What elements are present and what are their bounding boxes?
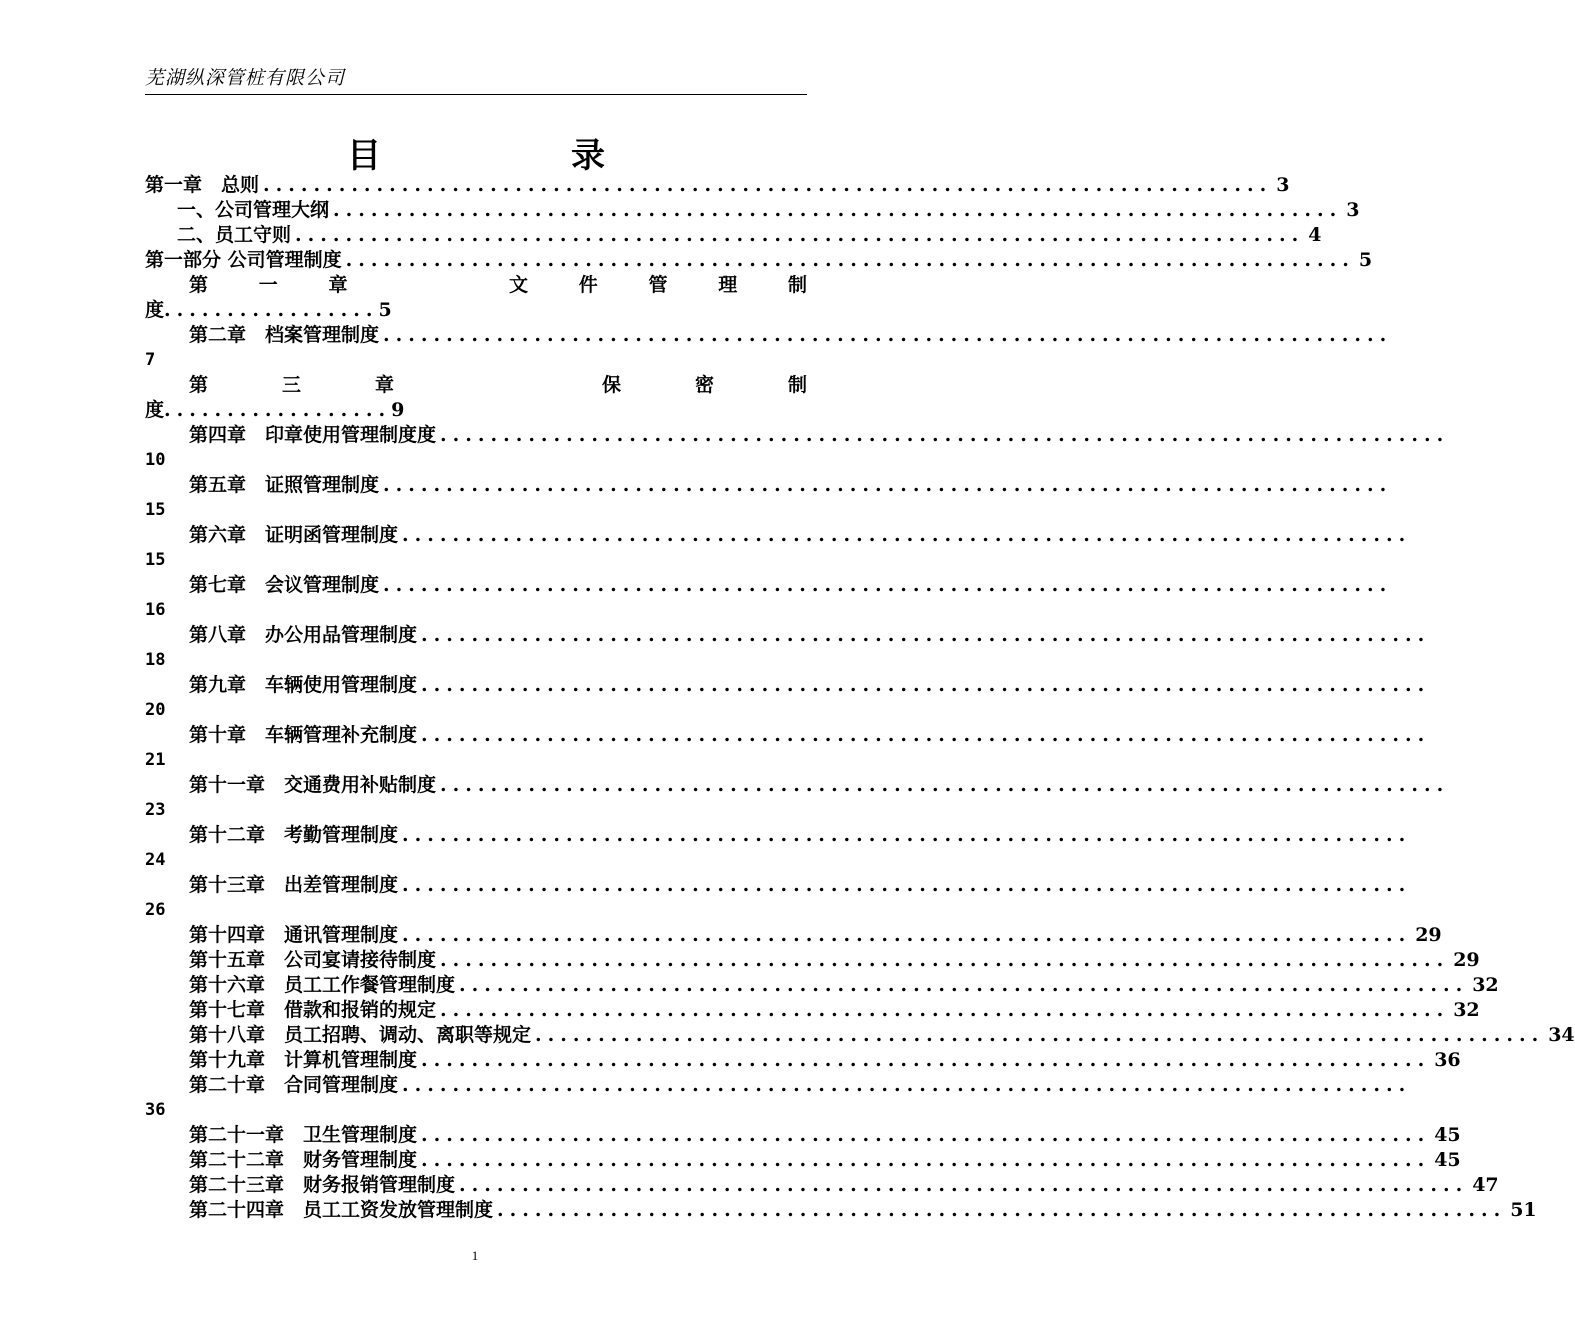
toc-entry[interactable] [145, 723, 1431, 748]
toc-leader-dots: ................................................................................ [459, 974, 1469, 996]
toc-entry-label: 第十二章 考勤管理制度 [189, 824, 399, 846]
toc-entry-char: 第 [189, 374, 209, 396]
toc-leader-dots: ................................................................................ [402, 824, 1412, 846]
toc-entry-label: 度 [145, 299, 165, 321]
toc-entry[interactable] [145, 423, 1450, 448]
toc-leader-dots: ................................................................................ [402, 924, 1412, 946]
toc-entry-page: 26 [145, 900, 166, 920]
toc-entry-char: 保 [601, 374, 621, 396]
toc-entry[interactable] [145, 1023, 1575, 1048]
toc-entry-page: 5 [1358, 249, 1373, 271]
toc-entry-label: 第一章 总则 [145, 174, 260, 196]
toc-leader-dots: ................................................................................ [402, 1074, 1412, 1096]
toc-entry-label: 第十九章 计算机管理制度 [189, 1049, 418, 1071]
toc-entry-page: 36 [145, 1100, 166, 1120]
toc-entry-label: 一、公司管理大纲 [177, 199, 330, 221]
toc-entry-char: 制 [787, 374, 807, 396]
page-number: 1 [471, 1248, 479, 1263]
toc-entry-page: 51 [1510, 1199, 1537, 1221]
toc-entry-page: 34 [1548, 1024, 1575, 1046]
toc-leader-dots: ................................................................................ [402, 524, 1412, 546]
page-title [145, 128, 807, 177]
toc-leader-dots: ................................................................................ [440, 424, 1450, 446]
toc-leader-dots: ................................................................................ [497, 1199, 1507, 1221]
toc-entry-page: 7 [145, 350, 156, 370]
toc-entry[interactable] [145, 173, 1290, 198]
toc-entry-char: 制 [787, 274, 807, 296]
toc-leader-dots: ................................................................................ [345, 249, 1355, 271]
toc-leader-dots: ................................................................................ [421, 624, 1431, 646]
toc-entry-label: 第七章 会议管理制度 [189, 574, 380, 596]
toc-entry-page: 16 [145, 600, 166, 620]
toc-leader-dots: ................................................................................ [383, 474, 1393, 496]
toc-entry[interactable] [145, 673, 1431, 698]
title-char-1: 目 [347, 136, 381, 176]
toc-entry-label: 第二十四章 员工工资发放管理制度 [189, 1199, 494, 1221]
toc-entry-char: 章 [328, 274, 348, 296]
toc-entry-page: 4 [1308, 224, 1322, 246]
toc-entry-label: 第八章 办公用品管理制度 [189, 624, 418, 646]
toc-leader-dots: ................................................................................ [402, 874, 1412, 896]
toc-entry-continuation [145, 398, 807, 423]
toc-entry[interactable] [145, 1173, 1499, 1198]
toc-entry[interactable] [145, 773, 1450, 798]
toc-leader-dots: ................................................................................ [383, 324, 1393, 346]
toc-entry-label: 第十三章 出差管理制度 [189, 874, 399, 896]
toc-entry-page: 15 [145, 500, 166, 520]
toc-entry[interactable] [145, 573, 1393, 598]
toc-leader-dots: ................................................................................ [440, 949, 1450, 971]
toc-entry-page: 3 [1346, 199, 1360, 221]
toc-leader-dots: ................................................................................ [383, 574, 1393, 596]
toc-leader-dots: ................................................................................ [421, 1124, 1431, 1146]
toc-entry-label: 第二十章 合同管理制度 [189, 1074, 399, 1096]
toc-entry[interactable] [145, 198, 1360, 223]
toc-entry[interactable] [145, 1073, 1412, 1098]
toc-entry-label: 第二章 档案管理制度 [189, 324, 380, 346]
toc-leader-dots: ................................................................................ [440, 774, 1450, 796]
toc-entry-char: 章 [375, 374, 395, 396]
toc-entry-char [468, 373, 528, 398]
toc-entry-label: 第十七章 借款和报销的规定 [189, 999, 437, 1021]
toc-entry-page: 23 [145, 800, 166, 820]
document-header: 芜湖纵深管桩有限公司 [145, 63, 807, 95]
toc-entry-label: 第六章 证明函管理制度 [189, 524, 399, 546]
toc-leader-dots: ................................................................................ [440, 999, 1450, 1021]
toc-entry-label: 第十四章 通讯管理制度 [189, 924, 399, 946]
toc-entry-page: 15 [145, 550, 166, 570]
toc-entry[interactable] [145, 948, 1480, 973]
toc-entry-label: 第十五章 公司宴请接待制度 [189, 949, 437, 971]
toc-leader-dots: ................. [164, 299, 379, 321]
toc-entry[interactable] [145, 873, 1412, 898]
toc-leader-dots: ................................................................................ [421, 1049, 1431, 1071]
toc-entry[interactable] [145, 473, 1393, 498]
toc-leader-dots: ................................................................................ [295, 224, 1305, 246]
toc-entry[interactable] [145, 973, 1499, 998]
toc-entry-label: 第十六章 员工工作餐管理制度 [189, 974, 456, 996]
toc-entry[interactable] [145, 1123, 1461, 1148]
toc-entry-label: 第十八章 员工招聘、调动、离职等规定 [189, 1024, 532, 1046]
toc-entry-label: 第十一章 交通费用补贴制度 [189, 774, 437, 796]
toc-leader-dots: ................................................................................ [421, 674, 1431, 696]
toc-entry-label: 第九章 车辆使用管理制度 [189, 674, 418, 696]
toc-entry-label: 二、员工守则 [177, 224, 292, 246]
toc-entry[interactable] [145, 1148, 1461, 1173]
toc-entry[interactable] [145, 223, 1322, 248]
toc-entry-page: 9 [391, 399, 405, 421]
toc-entry-char: 管 [648, 274, 668, 296]
toc-entry-page: 3 [1276, 174, 1290, 196]
toc-entry-page: 45 [1434, 1124, 1461, 1146]
toc-entry-page: 24 [145, 850, 166, 870]
toc-entry-page: 47 [1472, 1174, 1499, 1196]
toc-entry-label: 第十章 车辆管理补充制度 [189, 724, 418, 746]
toc-entry[interactable] [145, 523, 1412, 548]
toc-entry[interactable] [145, 323, 1393, 348]
toc-entry[interactable] [145, 248, 1373, 273]
toc-entry-char [398, 273, 458, 298]
toc-entry-page: 45 [1434, 1149, 1461, 1171]
toc-entry-label: 第四章 印章使用管理制度度 [189, 424, 437, 446]
toc-entry-char: 三 [282, 374, 302, 396]
toc-entry[interactable] [145, 998, 1480, 1023]
toc-entry[interactable] [145, 273, 807, 298]
toc-entry-page: 5 [378, 299, 392, 321]
toc-entry[interactable] [145, 623, 1431, 648]
toc-entry[interactable] [145, 1198, 1537, 1223]
toc-leader-dots: ................................................................................ [535, 1024, 1545, 1046]
toc-entry-page: 10 [145, 450, 166, 470]
toc-entry-label: 第二十一章 卫生管理制度 [189, 1124, 418, 1146]
toc-entry-page: 21 [145, 750, 166, 770]
toc-entry-char: 件 [578, 274, 598, 296]
toc-entry-page: 18 [145, 650, 166, 670]
toc-entry-page: 29 [1453, 949, 1480, 971]
toc-entry[interactable] [145, 923, 1442, 948]
toc-entry-page: 20 [145, 700, 166, 720]
toc-entry[interactable] [145, 373, 807, 398]
toc-entry-label: 第一部分 公司管理制度 [145, 249, 342, 271]
toc-entry-char: 密 [694, 374, 714, 396]
table-of-contents [145, 173, 1575, 1223]
toc-entry-page: 29 [1415, 924, 1442, 946]
toc-entry-char: 第 [189, 274, 209, 296]
toc-entry-char: 一 [258, 274, 278, 296]
toc-entry-label: 度 [145, 399, 165, 421]
toc-entry-page: 32 [1472, 974, 1499, 996]
toc-entry[interactable] [145, 823, 1412, 848]
toc-entry[interactable] [145, 1048, 1461, 1073]
toc-entry-label: 第五章 证照管理制度 [189, 474, 380, 496]
toc-entry-page: 32 [1453, 999, 1480, 1021]
toc-leader-dots: ................................................................................ [263, 174, 1273, 196]
toc-entry-continuation [145, 298, 807, 323]
toc-entry-label: 第二十三章 财务报销管理制度 [189, 1174, 456, 1196]
title-char-2: 录 [571, 136, 605, 176]
toc-entry-page: 36 [1434, 1049, 1461, 1071]
toc-entry-char: 理 [718, 274, 738, 296]
toc-leader-dots: ................................................................................ [421, 1149, 1431, 1171]
toc-leader-dots: ................................................................................ [421, 724, 1431, 746]
toc-entry-char: 文 [508, 274, 528, 296]
toc-leader-dots: .................. [164, 399, 392, 421]
toc-entry-label: 第二十二章 财务管理制度 [189, 1149, 418, 1171]
toc-leader-dots: ................................................................................ [333, 199, 1343, 221]
toc-leader-dots: ................................................................................ [459, 1174, 1469, 1196]
